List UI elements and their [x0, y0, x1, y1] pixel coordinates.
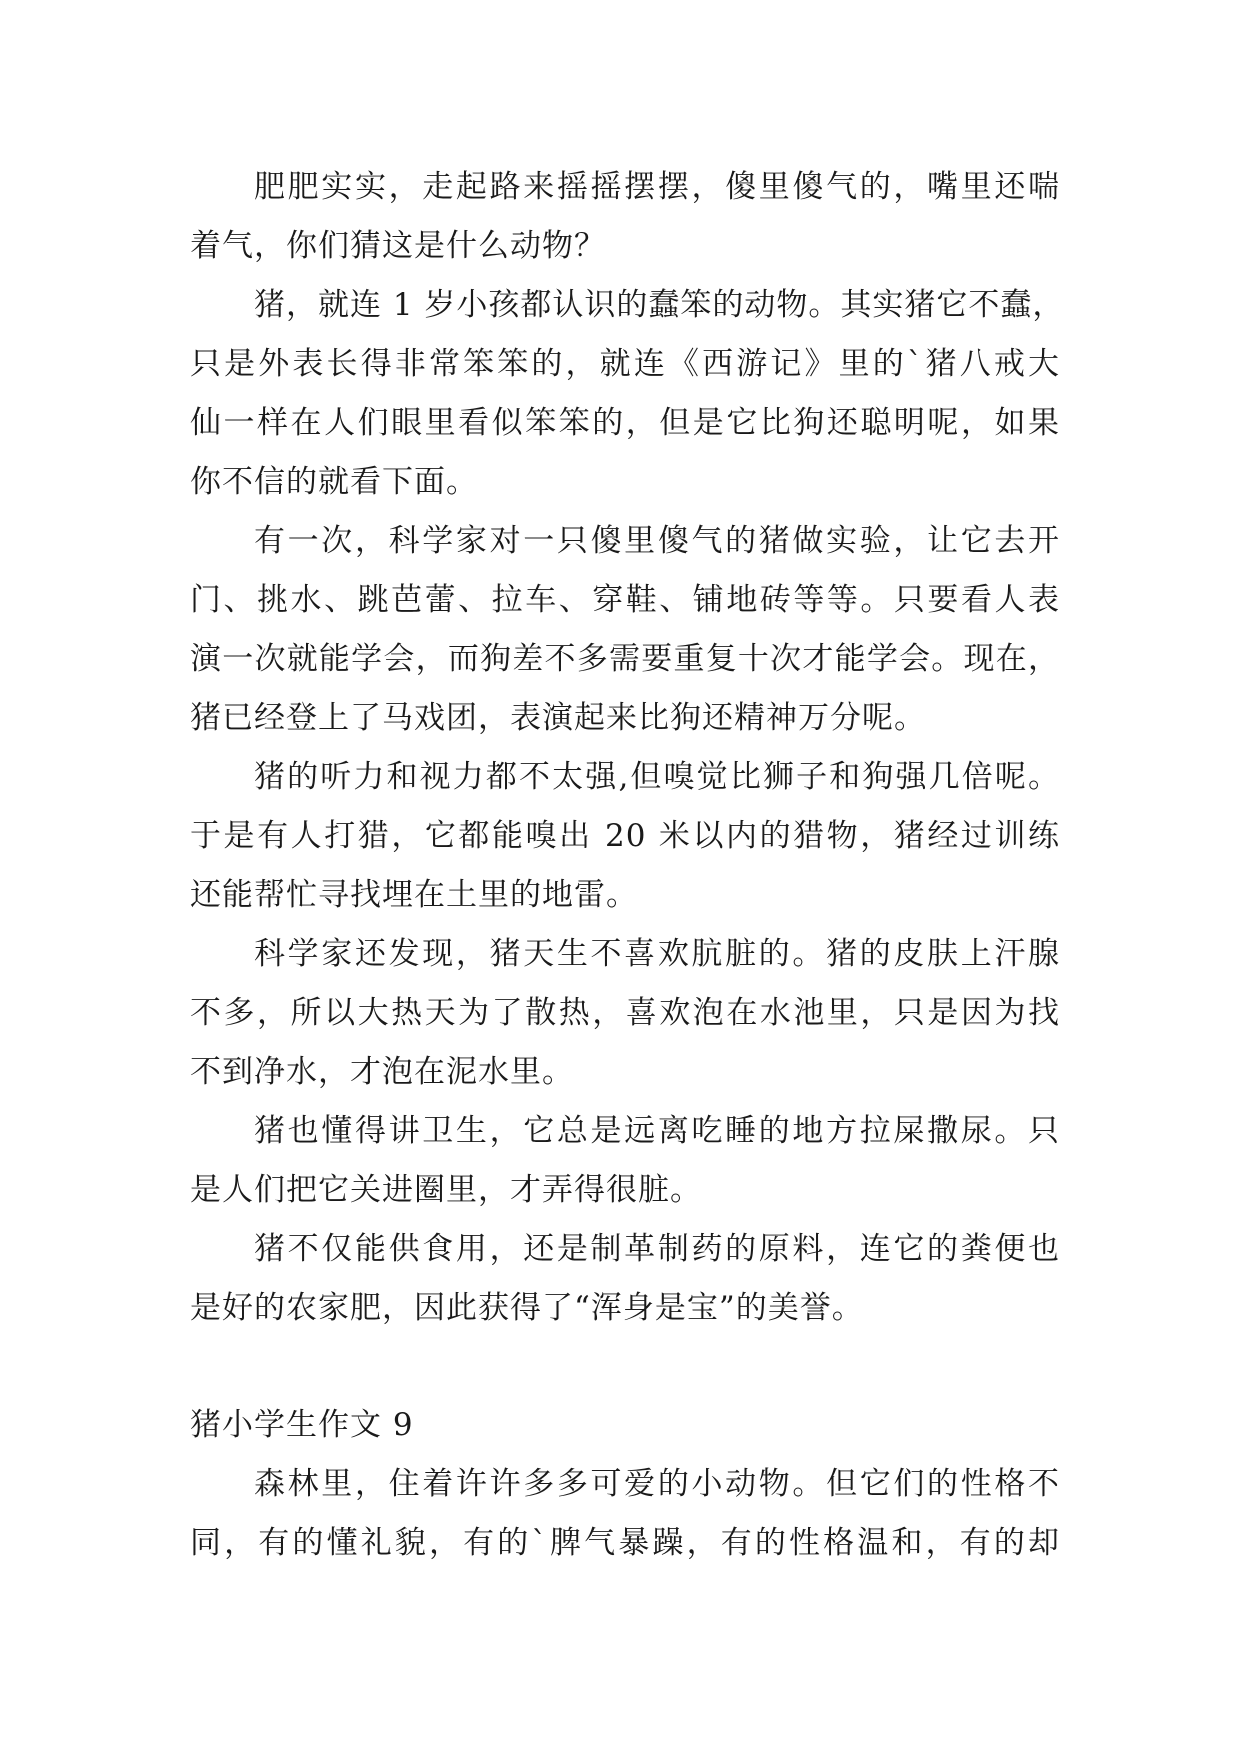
paragraph-3: [190, 512, 1060, 748]
paragraph-line: 同，有的懂礼貌，有的`脾气暴躁，有的性格温和，有的却: [190, 1525, 1060, 1561]
paragraph-line: 不到净水，才泡在泥水里。: [190, 1054, 574, 1090]
paragraph-line: 只是外表长得非常笨笨的，就连《西游记》里的`猪八戒大: [190, 346, 1060, 382]
paragraph-line: 猪的听力和视力都不太强,但嗅觉比狮子和狗强几倍呢。: [254, 759, 1060, 795]
paragraph-line: 演一次就能学会，而狗差不多需要重复十次才能学会。现在，: [190, 641, 1060, 677]
paragraph-line: 门、挑水、跳芭蕾、拉车、穿鞋、铺地砖等等。只要看人表: [190, 582, 1060, 618]
paragraph-line: 是人们把它关进圈里，才弄得很脏。: [190, 1172, 702, 1208]
paragraph-line: 科学家还发现，猪天生不喜欢肮脏的。猪的皮肤上汗腺: [254, 936, 1060, 972]
paragraph-line: 你不信的就看下面。: [190, 464, 478, 500]
paragraph-line: 仙一样在人们眼里看似笨笨的，但是它比狗还聪明呢，如果: [190, 405, 1060, 441]
paragraph-line: 猪也懂得讲卫生，它总是远离吃睡的地方拉屎撒尿。只: [254, 1113, 1060, 1149]
paragraph-line: 猪已经登上了马戏团，表演起来比狗还精神万分呢。: [190, 700, 926, 736]
paragraph-5: [190, 925, 1060, 1102]
paragraph-2: [190, 276, 1065, 512]
paragraph-6: [190, 1102, 1060, 1220]
paragraph-7: [190, 1220, 1060, 1338]
paragraph-4: [190, 748, 1060, 925]
paragraph-line: 猪，就连 1 岁小孩都认识的蠢笨的动物。其实猪它不蠢，: [254, 287, 1065, 323]
paragraph-line: 有一次，科学家对一只傻里傻气的猪做实验，让它去开: [254, 523, 1060, 559]
paragraph-line: 不多，所以大热天为了散热，喜欢泡在水池里，只是因为找: [190, 995, 1060, 1031]
paragraph-1: [190, 158, 1060, 276]
paragraph-line: 肥肥实实，走起路来摇摇摆摆，傻里傻气的，嘴里还喘: [254, 169, 1060, 205]
paragraph-line: 于是有人打猎，它都能嗅出 20 米以内的猎物，猪经过训练: [190, 818, 1060, 854]
section-title: 猪小学生作文 9: [190, 1407, 414, 1443]
paragraph-line: 猪不仅能供食用，还是制革制药的原料，连它的粪便也: [254, 1231, 1060, 1267]
paragraph-line: 森林里，住着许许多多可爱的小动物。但它们的性格不: [254, 1466, 1060, 1502]
section-spacer: [190, 1338, 1060, 1396]
paragraph-line: 是好的农家肥，因此获得了“浑身是宝”的美誉。: [190, 1290, 864, 1326]
paragraph-line: 着气，你们猜这是什么动物？: [190, 228, 606, 264]
paragraph-line: 还能帮忙寻找埋在土里的地雷。: [190, 877, 638, 913]
document-body: [190, 158, 1065, 1573]
paragraph-8: [190, 1455, 1060, 1573]
